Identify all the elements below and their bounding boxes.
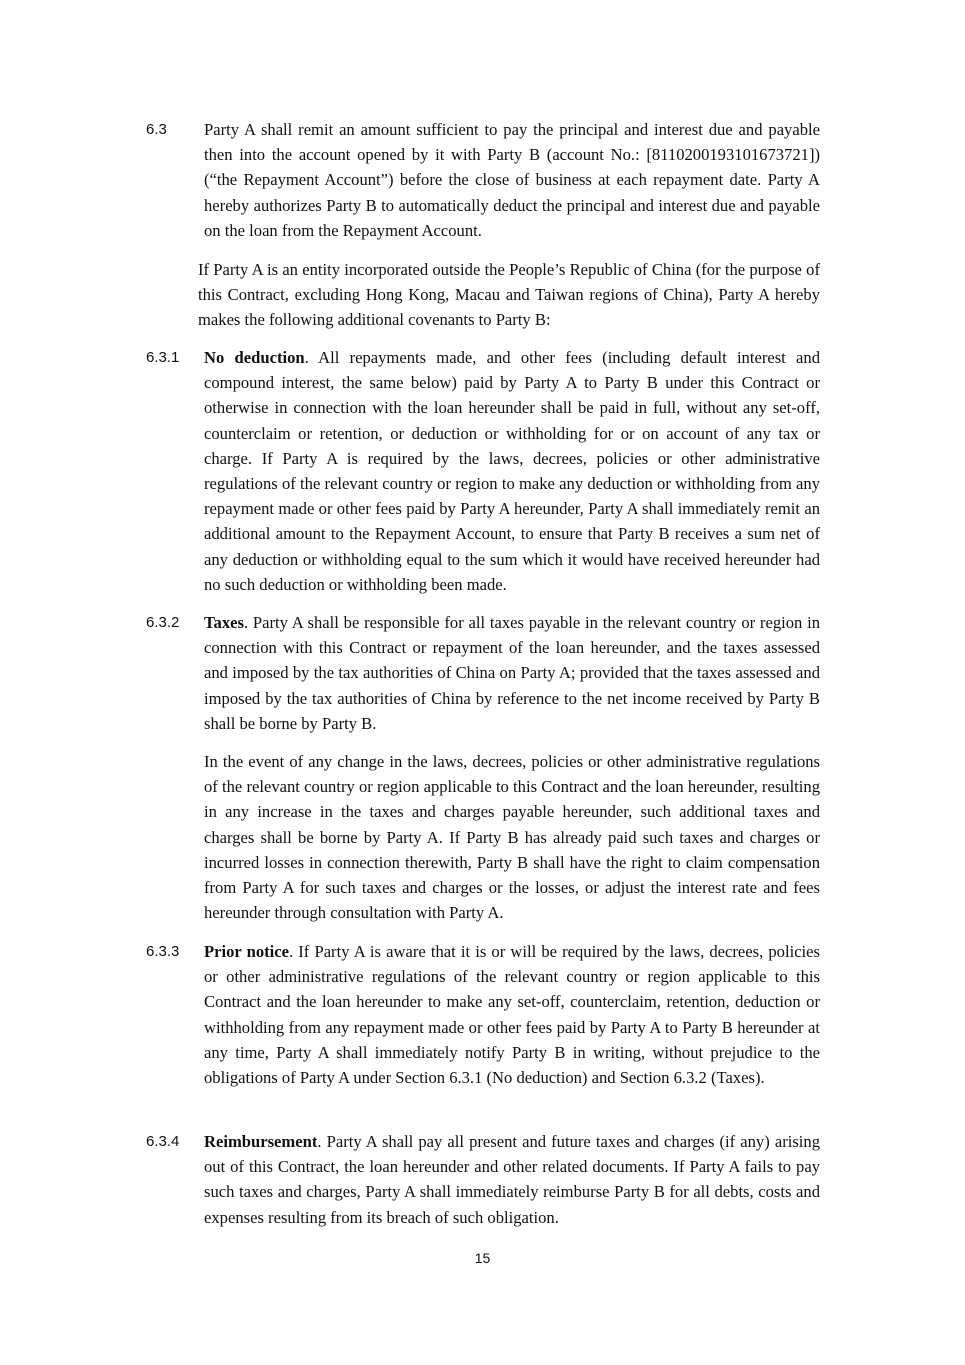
section-heading: Taxes	[204, 613, 244, 632]
section-6-3-2-continued	[146, 749, 820, 925]
section-number: 6.3.1	[146, 349, 180, 366]
section-6-3-3	[146, 939, 820, 1090]
paragraph-text: If Party A is an entity incorporated outside the People’s Republic of China (for the purpose of this Contract, excluding Hong Kong, Macau and Taiwan regions of China), Party A hereby makes the following additional covenants to Party B:	[198, 260, 820, 330]
section-number: 6.3.3	[146, 943, 180, 960]
section-body	[204, 939, 820, 1090]
section-body	[204, 1129, 820, 1230]
section-text: Party A shall remit an amount sufficient to pay the principal and interest due and payable then into the account opened by it with Party B (account No.: [8110200193101673721]) (“the Repayment Account”) before the close of business at each repayment date. Party A hereby authorizes Party B to automatically deduct the principal and interest due and payable on the loan from the Repayment Account.	[204, 120, 820, 240]
section-heading: Prior notice	[204, 942, 289, 961]
section-heading: Reimbursement	[204, 1132, 318, 1151]
section-6-3-additional-covenants	[146, 257, 820, 333]
section-number: 6.3.4	[146, 1133, 180, 1150]
section-body	[204, 345, 820, 597]
section-text: . Party A shall pay all present and future taxes and charges (if any) arising out of this Contract, the loan hereunder and other related documents. If Party A fails to pay such taxes and charges, Party A shall immediately reimburse Party B for all debts, costs and expenses resulting from its breach of such obligation.	[204, 1132, 820, 1227]
section-6-3-1	[146, 345, 820, 597]
section-body	[204, 610, 820, 736]
section-6-3-4	[146, 1129, 820, 1230]
section-text: . All repayments made, and other fees (including default interest and compound interest, the same below) paid by Party A to Party B under this Contract or otherwise in connection with the loan hereunder shall be paid in full, without any set-off, counterclaim or retention, or deduction or withholding for or on account of any tax or charge. If Party A is required by the laws, decrees, policies or other administrative regulations of the relevant country or region to make any deduction or withholding from any repayment made or other fees paid by Party A hereunder, Party A shall immediately remit an additional amount to the Repayment Account, to ensure that Party B receives a sum net of any deduction or withholding equal to the sum which it would have received hereunder had no such deduction or withholding been made.	[204, 348, 820, 594]
section-text: . Party A shall be responsible for all taxes payable in the relevant country or region in connection with this Contract or repayment of the loan hereunder, and the taxes assessed and imposed by the tax authorities of China on Party A; provided that the taxes assessed and imposed by the tax authorities of China by reference to the net income received by Party B shall be borne by Party B.	[204, 613, 820, 733]
paragraph-text: In the event of any change in the laws, decrees, policies or other administrative regulations of the relevant country or region applicable to this Contract and the loan hereunder, resulting in any increase in the taxes and charges payable hereunder, such additional taxes and charges shall be borne by Party A. If Party B has already paid such taxes and charges or incurred losses in connection therewith, Party B shall have the right to claim compensation from Party A for such taxes and charges or the losses, or adjust the interest rate and fees hereunder through consultation with Party A.	[204, 752, 820, 923]
section-number: 6.3.2	[146, 614, 180, 631]
section-6-3	[146, 117, 820, 243]
section-heading: No deduction	[204, 348, 305, 367]
section-6-3-2	[146, 610, 820, 736]
section-number: 6.3	[146, 121, 167, 138]
section-text: . If Party A is aware that it is or will be required by the laws, decrees, policies or other administrative regulations of the relevant country or region applicable to this Contract and the loan hereunder to make any set-off, counterclaim, retention, deduction or withholding from any repayment made or other fees paid by Party A to Party B hereunder at any time, Party A shall immediately notify Party B in writing, without prejudice to the obligations of Party A under Section 6.3.1 (No deduction) and Section 6.3.2 (Taxes).	[204, 942, 820, 1088]
page-number: 15	[474, 1250, 491, 1266]
